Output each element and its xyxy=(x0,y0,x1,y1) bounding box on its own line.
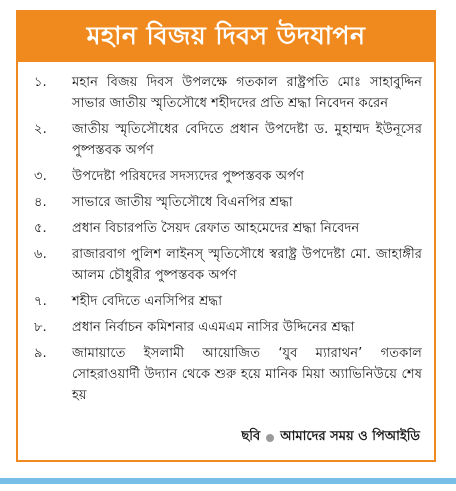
list-item xyxy=(34,343,422,406)
item-text: শহীদ বেদিতে এনসিপির শ্রদ্ধা xyxy=(72,294,223,309)
credit-source: আমাদের সময় ও পিআইডি xyxy=(280,429,420,444)
item-text: প্রধান বিচারপতি সৈয়দ রেফাত আহমেদের শ্রদ্ধা নিবেদন xyxy=(72,221,360,236)
credit-label: ছবি xyxy=(241,429,261,444)
item-number: ৩. xyxy=(34,169,47,184)
photo-credit xyxy=(241,427,420,448)
item-text: জাতীয় স্মৃতিসৌধের বেদিতে প্রধান উপদেষ্টা ড. মুহাম্মদ ইউনূসের পুষ্পস্তবক অর্পণ xyxy=(72,122,422,158)
item-text: উপদেষ্টা পরিষদের সদস্যদের পুষ্পস্তবক অর্পণ xyxy=(72,169,305,184)
item-number: ১. xyxy=(34,75,47,90)
item-text: জামায়াতে ইসলামী আয়োজিত ‘যুব ম্যারাথন’ গতকাল সোহরাওয়ার্দী উদ্যান থেকে শুরু হয়ে মানিক মিয়া অ্যাভিনিউয়ে শেষ হয় xyxy=(72,346,422,403)
item-number: ৯. xyxy=(34,346,47,361)
bullet-dot-icon xyxy=(266,434,274,442)
list-item xyxy=(34,72,422,114)
list-item xyxy=(34,119,422,161)
item-number: ৭. xyxy=(34,294,47,309)
item-number: ৪. xyxy=(34,195,47,210)
list-item xyxy=(34,192,422,213)
list-item xyxy=(34,244,422,286)
item-text: রাজারবাগ পুলিশ লাইনস্ স্মৃতিসৌধে স্বরাষ্ট্র উপদেষ্টা মো. জাহাঙ্গীর আলম চৌধুরীর পুষ্পস্তবক অর্পণ xyxy=(72,247,422,283)
caption-list xyxy=(18,62,434,406)
photo-caption-box xyxy=(16,10,436,462)
item-number: ২. xyxy=(34,122,47,137)
footer-bar xyxy=(0,478,456,484)
item-number: ৮. xyxy=(34,320,47,335)
list-item xyxy=(34,291,422,312)
list-item xyxy=(34,317,422,338)
item-text: প্রধান নির্বাচন কমিশনার এএমএম নাসির উদ্দিনের শ্রদ্ধা xyxy=(72,320,355,335)
list-item xyxy=(34,218,422,239)
item-number: ৫. xyxy=(34,221,47,236)
item-number: ৬. xyxy=(34,247,47,262)
item-text: সাভারে জাতীয় স্মৃতিসৌধে বিএনপির শ্রদ্ধা xyxy=(72,195,293,210)
caption-title: মহান বিজয় দিবস উদযাপন xyxy=(18,12,434,62)
item-text: মহান বিজয় দিবস উপলক্ষে গতকাল রাষ্ট্রপতি মোঃ সাহাবুদ্দিন সাভার জাতীয় স্মৃতিসৌধে শহীদদের প্রতি শ্রদ্ধা নিবেদন করেন xyxy=(72,75,422,111)
list-item xyxy=(34,166,422,187)
